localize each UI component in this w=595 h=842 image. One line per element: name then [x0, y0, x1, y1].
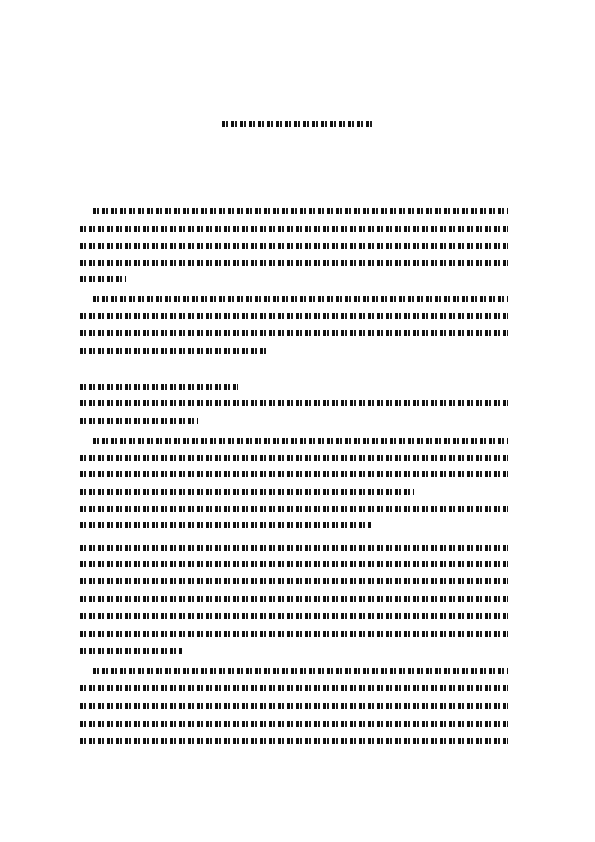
section-heading — [80, 384, 238, 390]
paragraph-5-line-3 — [80, 578, 508, 584]
paragraph-1-line-4 — [80, 260, 508, 266]
paragraph-1-line-1 — [93, 208, 508, 214]
paragraph-5-line-7 — [80, 648, 182, 654]
paragraph-6-line-3 — [80, 703, 508, 709]
paragraph-5-line-1 — [80, 545, 508, 551]
paragraph-3-line-2 — [80, 418, 198, 424]
paragraph-6-line-4 — [80, 721, 508, 727]
paragraph-4-line-5 — [80, 506, 508, 512]
paragraph-5-line-5 — [80, 613, 508, 619]
paragraph-2-line-4 — [80, 348, 266, 354]
paragraph-3-line-1 — [80, 400, 508, 406]
paragraph-5-line-2 — [80, 561, 508, 567]
paragraph-1-line-2 — [80, 226, 508, 232]
paragraph-4-line-4 — [80, 489, 414, 495]
paragraph-2-line-3 — [80, 330, 508, 336]
paragraph-5-line-6 — [80, 631, 508, 637]
paragraph-6-line-5 — [80, 738, 508, 744]
paragraph-6-line-1 — [93, 668, 508, 674]
paragraph-1-line-3 — [80, 243, 508, 249]
paragraph-1-line-5 — [80, 276, 126, 282]
paragraph-6-line-2 — [80, 685, 508, 691]
title-line — [222, 121, 372, 127]
paragraph-5-line-4 — [80, 596, 508, 602]
paragraph-4-line-2 — [80, 455, 508, 461]
paragraph-2-line-2 — [80, 313, 508, 319]
paragraph-2-line-1 — [93, 296, 508, 302]
paragraph-4-line-1 — [93, 438, 508, 444]
paragraph-4-line-6 — [80, 522, 372, 528]
paragraph-4-line-3 — [80, 471, 508, 477]
